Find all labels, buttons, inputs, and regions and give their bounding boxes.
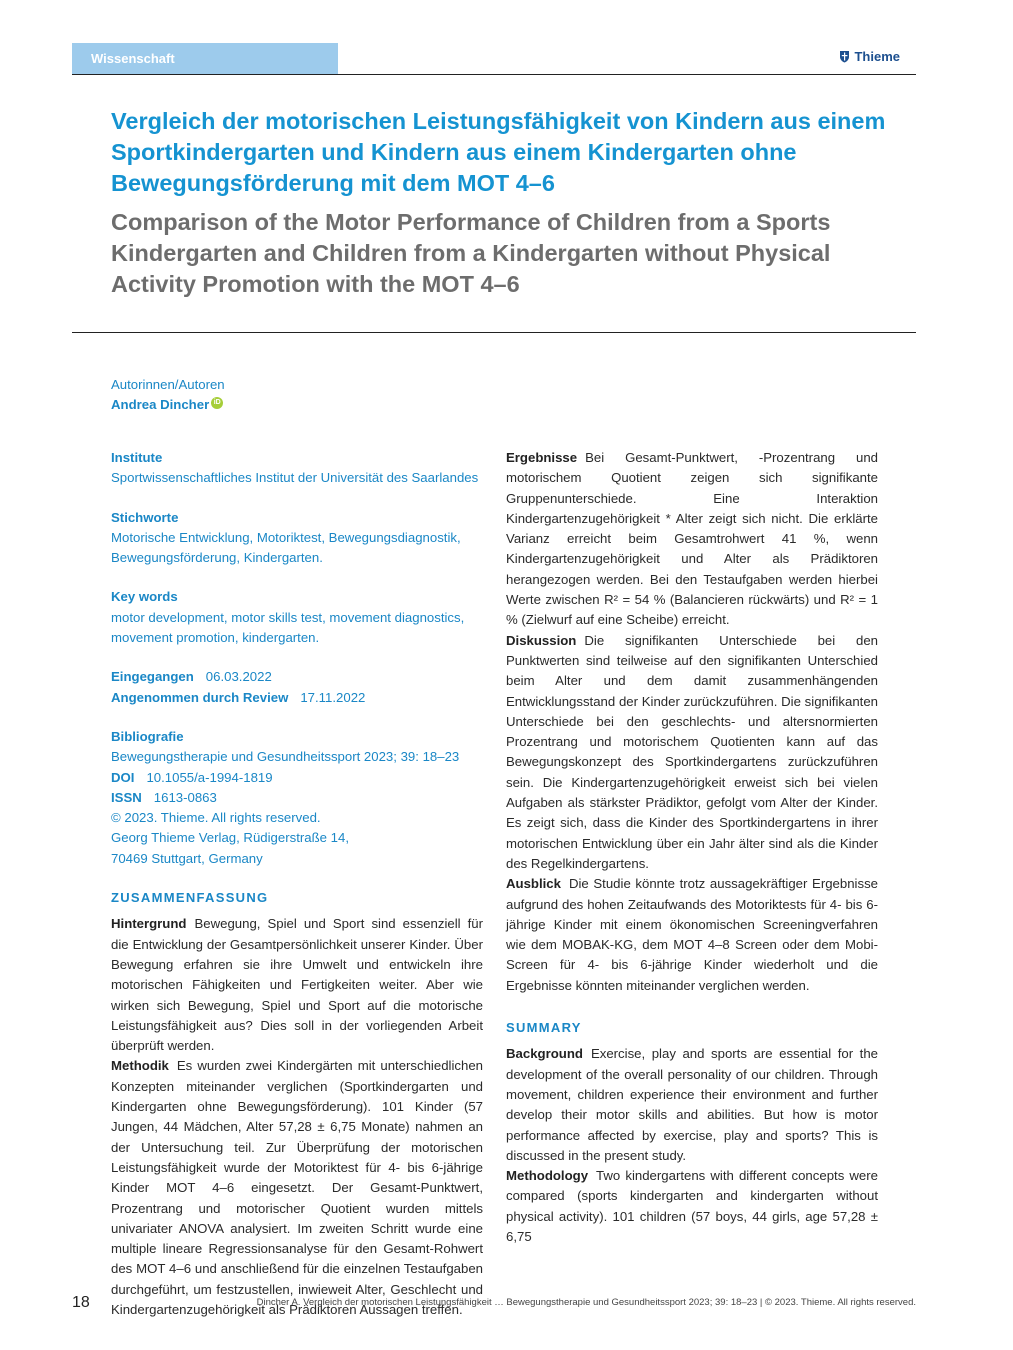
title-divider [72, 332, 916, 333]
keywords-en-heading: Key words [111, 589, 178, 605]
thieme-crest-icon [839, 50, 850, 63]
issn-value: 1613-0863 [153, 789, 217, 805]
footer-citation: Dincher A. Vergleich der motorischen Leistungsfähigkeit … Bewegungstherapie und Gesundheitssport 2023; 39: 18–23 | © 2023. Thieme. All rights reserved. [256, 1297, 916, 1308]
methodology-label: Methodology [506, 1168, 589, 1184]
ausblick-label: Ausblick [506, 876, 561, 892]
institute-heading: Institute [111, 450, 163, 465]
institute-group [111, 448, 483, 489]
dates-group [111, 667, 483, 708]
journal-citation: Bewegungstherapie und Gesundheitssport 2023; 39: 18–23 [111, 749, 460, 765]
publisher-logo [839, 49, 900, 64]
diskussion-paragraph [506, 631, 878, 875]
keywords-de-group [111, 508, 483, 569]
ergebnisse-paragraph [506, 448, 878, 631]
header-divider [72, 74, 916, 75]
author-name[interactable]: Andrea Dincher [111, 397, 210, 412]
ausblick-text: Die Studie könnte trotz aussagekräftiger Ergebnisse aufgrund des hohen Zeitaufwands des Motoriktests für 4- bis 6-jährige Kinder mit einem ökonomischen Screeningverfahren wie dem MOBAK-KG, dem MOT 4–8 Screen oder dem Mobi-Screen für 4- bis 6-jährige Kinder wiederholt und die Ergebnisse könnten miteinander verglichen werden. [506, 876, 878, 993]
ergebnisse-text: Bei Gesamt-Punktwert, -Prozentrang und motorischem Quotient zeigen sich signifikante Gruppenunterschiede. Eine Interaktion Kindergartenzugehörigkeit * Alter zeigt sich nicht. Die erklärte Varianz erreicht beim Gesamtrohwert 41 %, wenn Kindergartenzugehörigkeit und Alter als Prädiktoren herangezogen werden. Bei den Testaufgaben werden hierbei Werte zwischen R² = 54 % (Balancieren rückwärts) und R² = 1 % (Zielwurf auf eine Scheibe) erreicht. [506, 450, 878, 628]
doi-label: DOI [111, 769, 135, 785]
hintergrund-text: Bewegung, Spiel und Sport sind essenziell für die Entwicklung der Gesamtpersönlichkeit unserer Kinder. Über Bewegung erfahren sie ihre Umwelt und entwickeln ihre motorischen Fähigkeiten und Fertigkeiten weiter. Aber wie wirken sich Bewegung, Spiel und Sport auf die motorische Leistungsfähigkeit aus? Dies soll in der vorliegenden Arbeit überprüft werden. [111, 916, 483, 1054]
publisher-name: Thieme [854, 49, 900, 64]
issn-label: ISSN [111, 789, 142, 805]
bibliography-group [111, 727, 483, 869]
ergebnisse-label: Ergebnisse [506, 450, 578, 465]
accepted-line [111, 688, 483, 708]
issn-line [111, 788, 483, 808]
title-german: Vergleich der motorischen Leistungsfähigkeit von Kindern aus einem Sportkindergarten und Kindern aus einem Kindergarten ohne Bewegungsförderung mit dem MOT 4–6 [111, 108, 886, 196]
authors-heading: Autorinnen/Autoren [111, 377, 225, 392]
received-date: 06.03.2022 [205, 669, 272, 685]
authors-block [111, 375, 225, 415]
background-paragraph [506, 1044, 878, 1166]
methodology-paragraph [506, 1166, 878, 1247]
received-line [111, 667, 483, 687]
diskussion-text: Die signifikanten Unterschiede bei den Punktwerten sind teilweise auf den signifikanten Unterschied beim Alter und dem damit zusammenhängenden Entwicklungsstand der Kinder zurückzuführen. Die signifikanten Unterschiede bei den geschlechts- und altersnormierten Prozentrang und motorischem Quotienten kann auf das Bewegungskonzept des Sportkindergartens zurückzuführen sein. Die Kindergartenzugehörigkeit erweist sich bei vielen Aufgaben als stärkster Prädiktor, gefolgt vom Alter der Kinder. Es zeigt sich, dass die Kinder des Sportkindergartens in ihrer motorischen Entwicklung über ein Jahr älter sind als die Kinder des Regelkindergartens. [506, 632, 878, 871]
page-number: 18 [72, 1294, 90, 1311]
methodik-paragraph [111, 1056, 483, 1320]
publisher-address-1: Georg Thieme Verlag, Rüdigerstraße 14, [111, 830, 349, 846]
hintergrund-label: Hintergrund [111, 916, 187, 932]
title-english: Comparison of the Motor Performance of Children from a Sports Kindergarten and Children from a Kindergarten without Physical Activity Promotion with the MOT 4–6 [111, 209, 831, 297]
left-column [111, 448, 483, 1320]
received-label: Eingegangen [111, 669, 194, 685]
orcid-icon[interactable]: iD [211, 397, 223, 409]
ausblick-paragraph [506, 874, 878, 996]
methodik-text: Es wurden zwei Kindergärten mit unterschiedlichen Konzepten miteinander verglichen (Sportkindergarten und Kindergarten ohne Bewegungsförderung). 101 Kinder (57 Jungen, 44 Mädchen, Alter 57,28 ± 6,75 Monate) nahmen an der Untersuchung teil. Zur Überprüfung der motorischen Leistungsfähigkeit wurde der Motoriktest für 4- bis 6-jährige Kinder MOT 4–6 eingesetzt. Der Gesamt-Punktwert, Prozentrang und motorischer Quotient wurden mittels univariater ANOVA analysiert. Im zweiten Schritt wurde eine multiple lineare Regressionsanalyse für den Gesamt-Rohwert des MOT 4–6 und anschließend für die einzelnen Testaufgaben durchgeführt, um festzustellen, inwieweit Alter, Geschlecht und Kindergartenzugehörigkeit als Prädiktoren Aussagen treffen. [111, 1058, 483, 1317]
accepted-label: Angenommen durch Review [111, 689, 289, 705]
institute-text: Sportwissenschaftliches Institut der Universität des Saarlandes [111, 470, 479, 486]
doi-value[interactable]: 10.1055/a-1994-1819 [146, 769, 273, 785]
background-label: Background [506, 1046, 583, 1062]
right-column [506, 448, 878, 1247]
methodik-label: Methodik [111, 1058, 169, 1074]
bibliography-heading: Bibliografie [111, 728, 184, 744]
methodology-text: Two kindergartens with different concepts were compared (sports kindergarten and kindergarten without physical activity). 101 children (57 boys, 44 girls, age 57,28 ± 6,75 [506, 1168, 878, 1244]
keywords-de-heading: Stichworte [111, 509, 179, 525]
doi-line [111, 768, 483, 788]
diskussion-label: Diskussion [506, 632, 577, 648]
publisher-address-2: 70469 Stuttgart, Germany [111, 850, 263, 866]
keywords-en-text: motor development, motor skills test, movement diagnostics, movement promotion, kindergarten. [111, 609, 465, 646]
summary-heading: SUMMARY [506, 1020, 582, 1036]
zusammenfassung-heading: ZUSAMMENFASSUNG [111, 890, 269, 906]
hintergrund-paragraph [111, 914, 483, 1056]
background-text: Exercise, play and sports are essential for the development of the overall personality of our children. Through movement, children experience their environment and further develop their motor skills and abilities. But how is motor performance affected by exercise, play and sports? This is discussed in the present study. [506, 1046, 878, 1163]
copyright: © 2023. Thieme. All rights reserved. [111, 810, 321, 826]
accepted-date: 17.11.2022 [300, 689, 366, 705]
keywords-de-text: Motorische Entwicklung, Motoriktest, Bewegungsdiagnostik, Bewegungsförderung, Kindergarten. [111, 529, 461, 566]
keywords-en-group [111, 587, 483, 648]
section-label: Wissenschaft [72, 43, 338, 74]
